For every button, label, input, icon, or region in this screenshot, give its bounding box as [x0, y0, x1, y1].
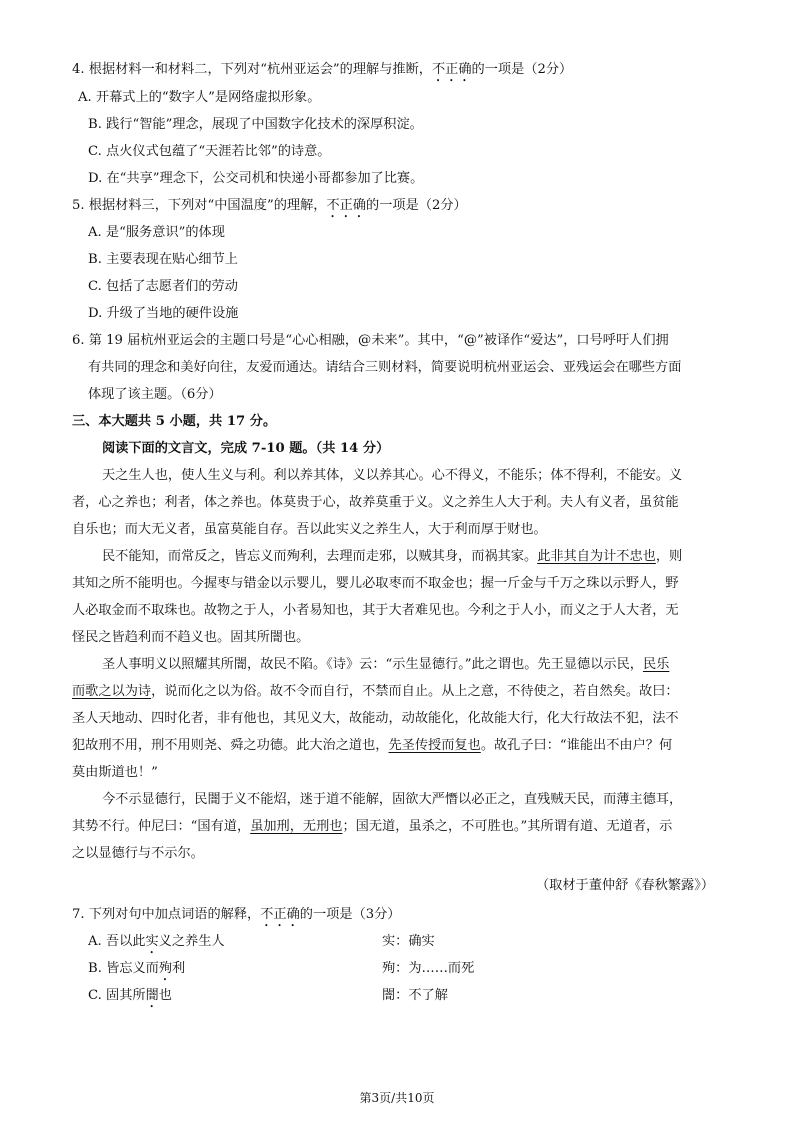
q4-stem-post: 的一项是（2分） [471, 62, 573, 77]
passage-p4-line-1: 今不示显德行，民闇于义不能炤，迷于道不能解，固欲大严憯以必正之，直残贼天民，而薄主德耳， [102, 792, 683, 807]
passage-p3-line-5: 莫由斯道也！” [72, 765, 158, 780]
q7-a-post: 义之养生人 [158, 934, 225, 949]
passage-p4-line-2 [72, 817, 672, 837]
section-3-instruction: 阅读下面的文言文，完成 7-10 题。（共 14 分） [102, 441, 390, 456]
q7-stem-pre: 7. 下列对句中加点词语的解释， [72, 907, 261, 922]
question-6-line-1: 6. 第 19 届杭州亚运会的主题口号是“心心相融，@未来”。其中，“@”被译作“爱达”，口号呼吁人们拥 [72, 333, 669, 348]
q7-option-b [88, 959, 185, 984]
p2-text: 民不能知，而常反之，皆忘义而殉利，去理而走邪，以贼其身，而祸其家。 [102, 549, 538, 564]
q4-stem-pre: 4. 根据材料一和材料二，下列对“杭州亚运会”的理解与推断， [72, 62, 432, 77]
q7-option-c-explanation: 闇：不了解 [382, 988, 448, 1003]
passage-p3-line-3: 圣人天地动、四时化者，非有他也，其见义大，故能动，动故能化，化故能大行，化大行故法不犯，法不 [72, 711, 679, 726]
q7-b-post: 利 [172, 961, 186, 976]
passage-p1-line-1: 天之生人也，使人生义与利。利以养其体，义以养其心。心不得义，不能乐；体不得利，不能安。义 [102, 468, 683, 483]
q5-option-a: A. 是“服务意识”的体现 [88, 225, 225, 240]
q4-option-b: B. 践行“智能”理念，展现了中国数字化技术的深厚积淀。 [88, 117, 423, 132]
q7-a-dotted-word: 实 [145, 934, 159, 949]
page-number: 第3页/共10页 [359, 1091, 435, 1105]
q7-option-b-explanation: 殉：为……而死 [382, 961, 475, 976]
p3-underlined-start: 民乐 [642, 657, 670, 672]
q4-option-a: A. 开幕式上的“数字人”是网络虚拟形象。 [78, 90, 321, 105]
p3-text-4-end: 。故孔子曰：“谁能出不由户？何 [480, 738, 673, 753]
p3-text-4: 犯故刑不用，刑不用则尧、舜之功德。此大治之道也， [72, 738, 389, 753]
passage-p1-line-2: 者，心之养也；利者，体之养也。体莫贵于心，故养莫重于义。义之养生人大于利。夫人有义者，虽贫能 [72, 495, 679, 510]
q7-option-a-explanation: 实：确实 [382, 934, 435, 949]
q5-option-b: B. 主要表现在贴心细节上 [88, 252, 238, 267]
p2-underlined-sentence: 此非其自为计不忠也 [537, 549, 656, 564]
p3-underlined-sentence-2: 先圣传授而复也 [388, 738, 481, 753]
p3-underlined-end: 而歌之以为诗 [72, 684, 152, 699]
q7-option-a [88, 932, 225, 957]
q7-emphasis: 不正确 [260, 907, 300, 922]
q5-option-d: D. 升级了当地的硬件设施 [88, 306, 239, 321]
q7-option-c [88, 986, 172, 1011]
p3-text-2: ，说而化之以为俗。故不令而自行，不禁而自止。从上之意，不待使之，若自然矣。故曰： [151, 684, 679, 699]
passage-p1-line-3: 自乐也；而大无义者，虽富莫能自存。吾以此实义之养生人，大于利而厚于财也。 [72, 522, 547, 537]
q5-option-c: C. 包括了志愿者们的劳动 [88, 279, 238, 294]
q7-c-dotted-word: 闇 [145, 988, 159, 1003]
passage-p3-line-1 [102, 655, 669, 675]
question-4-stem [72, 60, 572, 85]
q5-stem-pre: 5. 根据材料三，下列对“中国温度”的理解， [72, 198, 327, 213]
question-6-line-2: 有共同的理念和美好向往，友爱而通达。请结合三则材料，简要说明杭州亚运会、亚残运会在哪些方面 [88, 360, 682, 375]
question-6-line-3: 体现了该主题。（6分） [88, 387, 222, 402]
section-3-title: 三、本大题共 5 小题，共 17 分。 [72, 414, 277, 429]
passage-p4-line-3: 之以显德行与不示尔。 [72, 846, 204, 861]
passage-p3-line-4 [72, 736, 672, 756]
passage-p2-line-4: 怪民之皆趋利而不趋义也。固其所闇也。 [72, 630, 310, 645]
q7-c-pre: C. 固其所 [88, 988, 146, 1003]
passage-source: （取材于董仲舒《春秋繁露》） [536, 878, 715, 893]
question-5-stem [72, 196, 467, 221]
p2-text-end: ，则 [655, 549, 683, 564]
p4-text-end: ；国无道，虽杀之，不可胜也。”其所谓有道、无道者，示 [342, 819, 673, 834]
q4-option-c: C. 点火仪式包蕴了“天涯若比邻”的诗意。 [88, 144, 331, 159]
q7-a-pre: A. 吾以此 [88, 934, 146, 949]
q7-b-dotted-word: 殉 [158, 961, 173, 976]
passage-p2-line-1 [102, 547, 682, 567]
q4-option-d: D. 在“共享”理念下，公交司机和快递小哥都参加了比赛。 [88, 171, 424, 186]
q7-stem-post: 的一项是（3分） [299, 907, 401, 922]
passage-p3-line-2 [72, 682, 679, 702]
q5-stem-post: 的一项是（2分） [366, 198, 467, 213]
q7-b-pre: B. 皆忘义而 [88, 961, 159, 976]
passage-p2-line-2: 其知之所不能明也。今握枣与错金以示婴儿，婴儿必取枣而不取金也；握一斤金与千万之珠以示野人，野 [72, 576, 679, 591]
passage-p2-line-3: 人必取金而不取珠也。故物之于人，小者易知也，其于大者难见也。今利之于人小，而义之于人大者，无 [72, 603, 679, 618]
q7-c-post: 也 [158, 988, 172, 1003]
q4-emphasis: 不正确 [431, 62, 472, 77]
p4-text: 其势不行。仲尼曰：“国有道， [72, 819, 251, 834]
question-7-stem [72, 905, 400, 930]
p3-text: 圣人事明义以照耀其所闇，故民不陷。《诗》云：“示生显德行。”此之谓也。先王显德以示民， [102, 657, 643, 672]
q5-emphasis: 不正确 [326, 198, 367, 213]
p4-underlined-sentence: 虽加刑，无刑也 [250, 819, 343, 834]
